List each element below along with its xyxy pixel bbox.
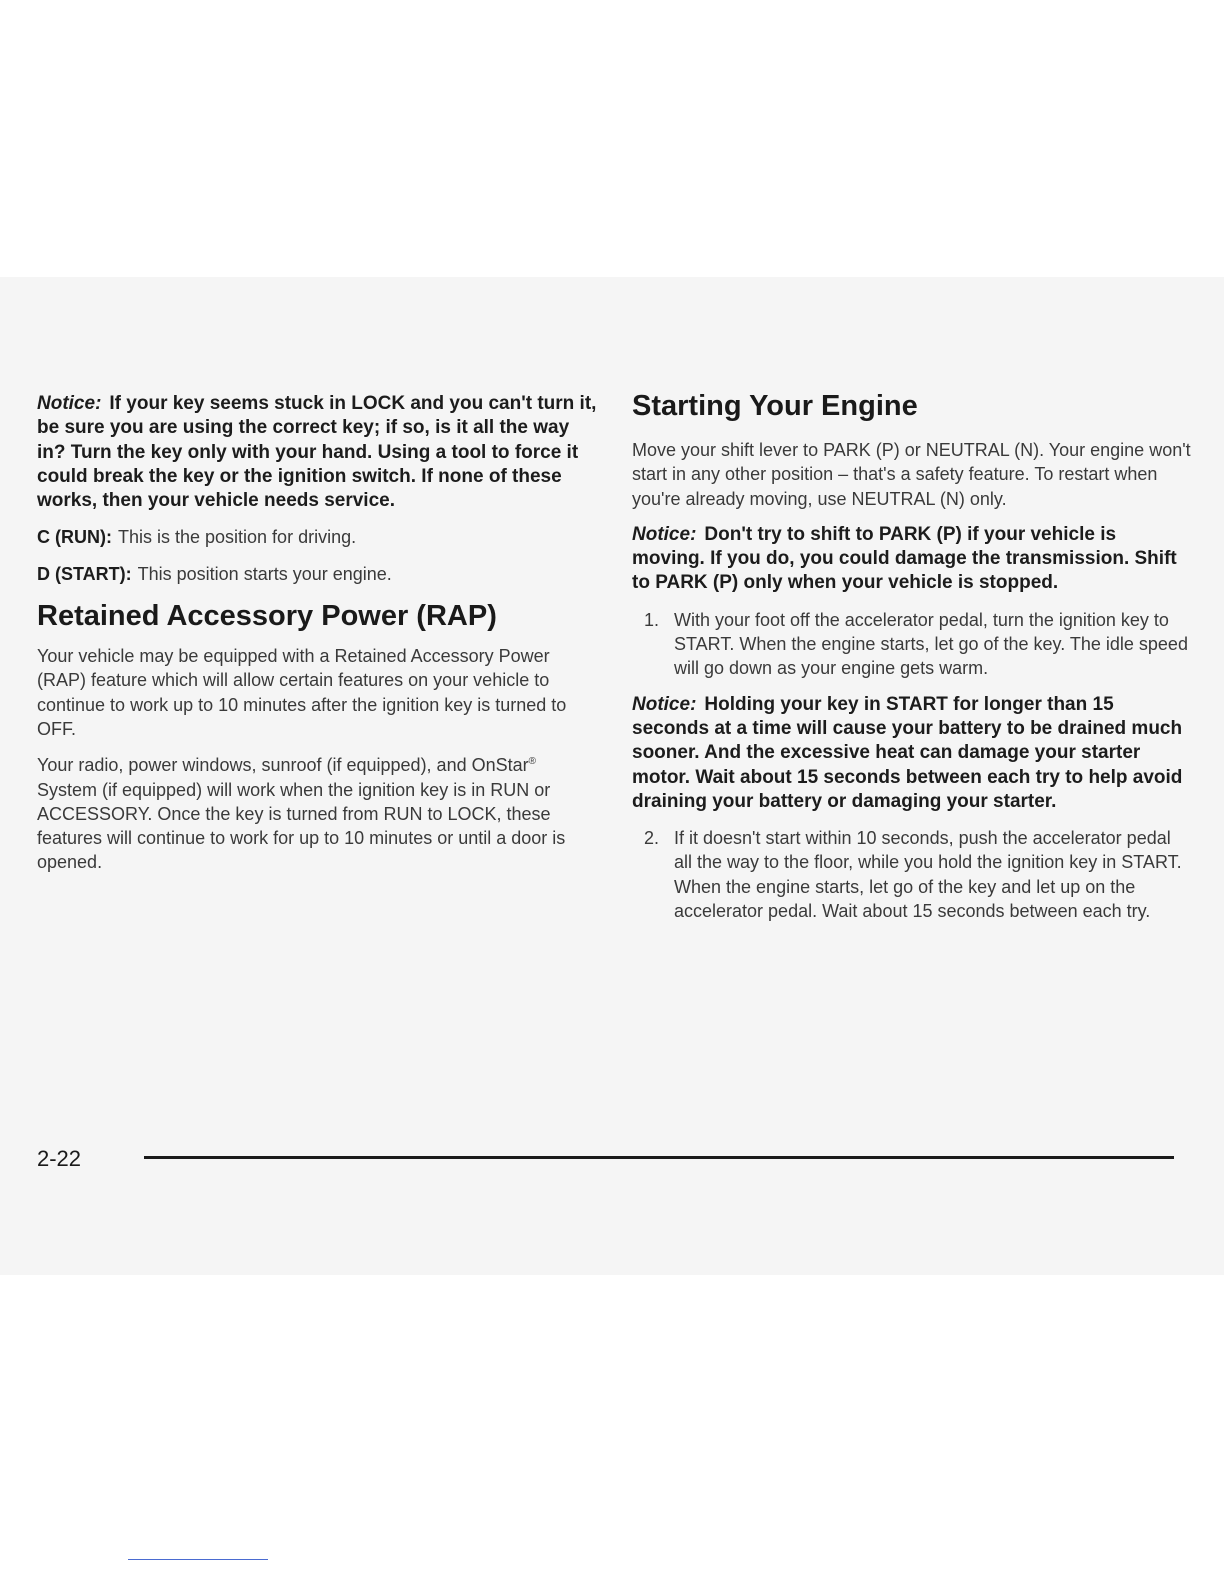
step-2 (632, 826, 1192, 923)
starting-intro: Move your shift lever to PARK (P) or NEUTRAL (N). Your engine won't start in any other position – that's a safety feature. To restart when you're already moving, use NEUTRAL (N) only. (632, 440, 1191, 509)
notice-label: Notice: (632, 523, 697, 545)
run-text: This is the position for driving. (117, 527, 357, 548)
notice-text: Don't try to shift to PARK (P) if your vehicle is moving. If you do, you could damage the transmission. Shift to PARK (P) only when your vehicle is stopped. (632, 523, 1177, 594)
run-term: C (RUN): (37, 527, 112, 548)
rap-paragraph-1: Your vehicle may be equipped with a Retained Accessory Power (RAP) feature which will allow certain features on your vehicle to continue to work up to 10 minutes after the ignition key is turned to OFF. (37, 646, 567, 739)
notice-text: Holding your key in START for longer than 15 seconds at a time will cause your battery to be drained much sooner. And the excessive heat can damage your starter motor. Wait about 15 seconds between each try to help avoid draining your battery or damaging your starter. (632, 693, 1183, 812)
notice-label: Notice: (37, 393, 102, 414)
left-column (37, 392, 597, 887)
rap-paragraph-2 (37, 753, 597, 874)
right-column (632, 388, 1192, 935)
steps-list-2 (632, 826, 1192, 923)
notice-park (632, 523, 1192, 596)
start-position (37, 562, 597, 586)
rap-paragraph-2-end: System (if equipped) will work when the ignition key is in RUN or ACCESSORY. Once the key is turned from RUN to LOCK, these features will continue to work for up to 10 minutes or until a door is opened. (37, 779, 566, 873)
notice-battery (632, 693, 1192, 814)
registered-mark: ® (528, 756, 536, 768)
notice-label: Notice: (632, 693, 697, 715)
step-text: If it doesn't start within 10 seconds, push the accelerator pedal all the way to the floor, while you hold the ignition key in START. When the engine starts, let go of the key and let up on the accelerator pedal. Wait about 15 seconds between each try. (674, 828, 1182, 922)
notice-key-stuck (37, 392, 597, 513)
starting-engine-heading: Starting Your Engine (632, 390, 918, 422)
page-number: 2-22 (37, 1146, 82, 1171)
rap-heading: Retained Accessory Power (RAP) (37, 600, 497, 633)
notice-text: If your key seems stuck in LOCK and you can't turn it, be sure you are using the correct key; if so, is it all the way in? Turn the key only with your hand. Using a tool to force it could break the key or the ignition switch. If none of these works, then your vehicle needs service. (37, 393, 597, 512)
step-text: With your foot off the accelerator pedal, turn the ignition key to START. When the engine starts, let go of the key. The idle speed will go down as your engine gets warm. (674, 609, 1188, 679)
footer-link-underline (128, 1559, 268, 1560)
run-position (37, 525, 597, 549)
start-text: This position starts your engine. (137, 563, 392, 584)
step-number: 2. (644, 828, 660, 849)
step-number: 1. (644, 609, 660, 630)
rap-paragraph-2-start: Your radio, power windows, sunroof (if equipped), and OnStar (37, 755, 529, 776)
steps-list-1 (632, 608, 1192, 681)
step-1 (632, 608, 1192, 681)
footer-rule (144, 1156, 1174, 1159)
start-term: D (START): (37, 563, 132, 584)
